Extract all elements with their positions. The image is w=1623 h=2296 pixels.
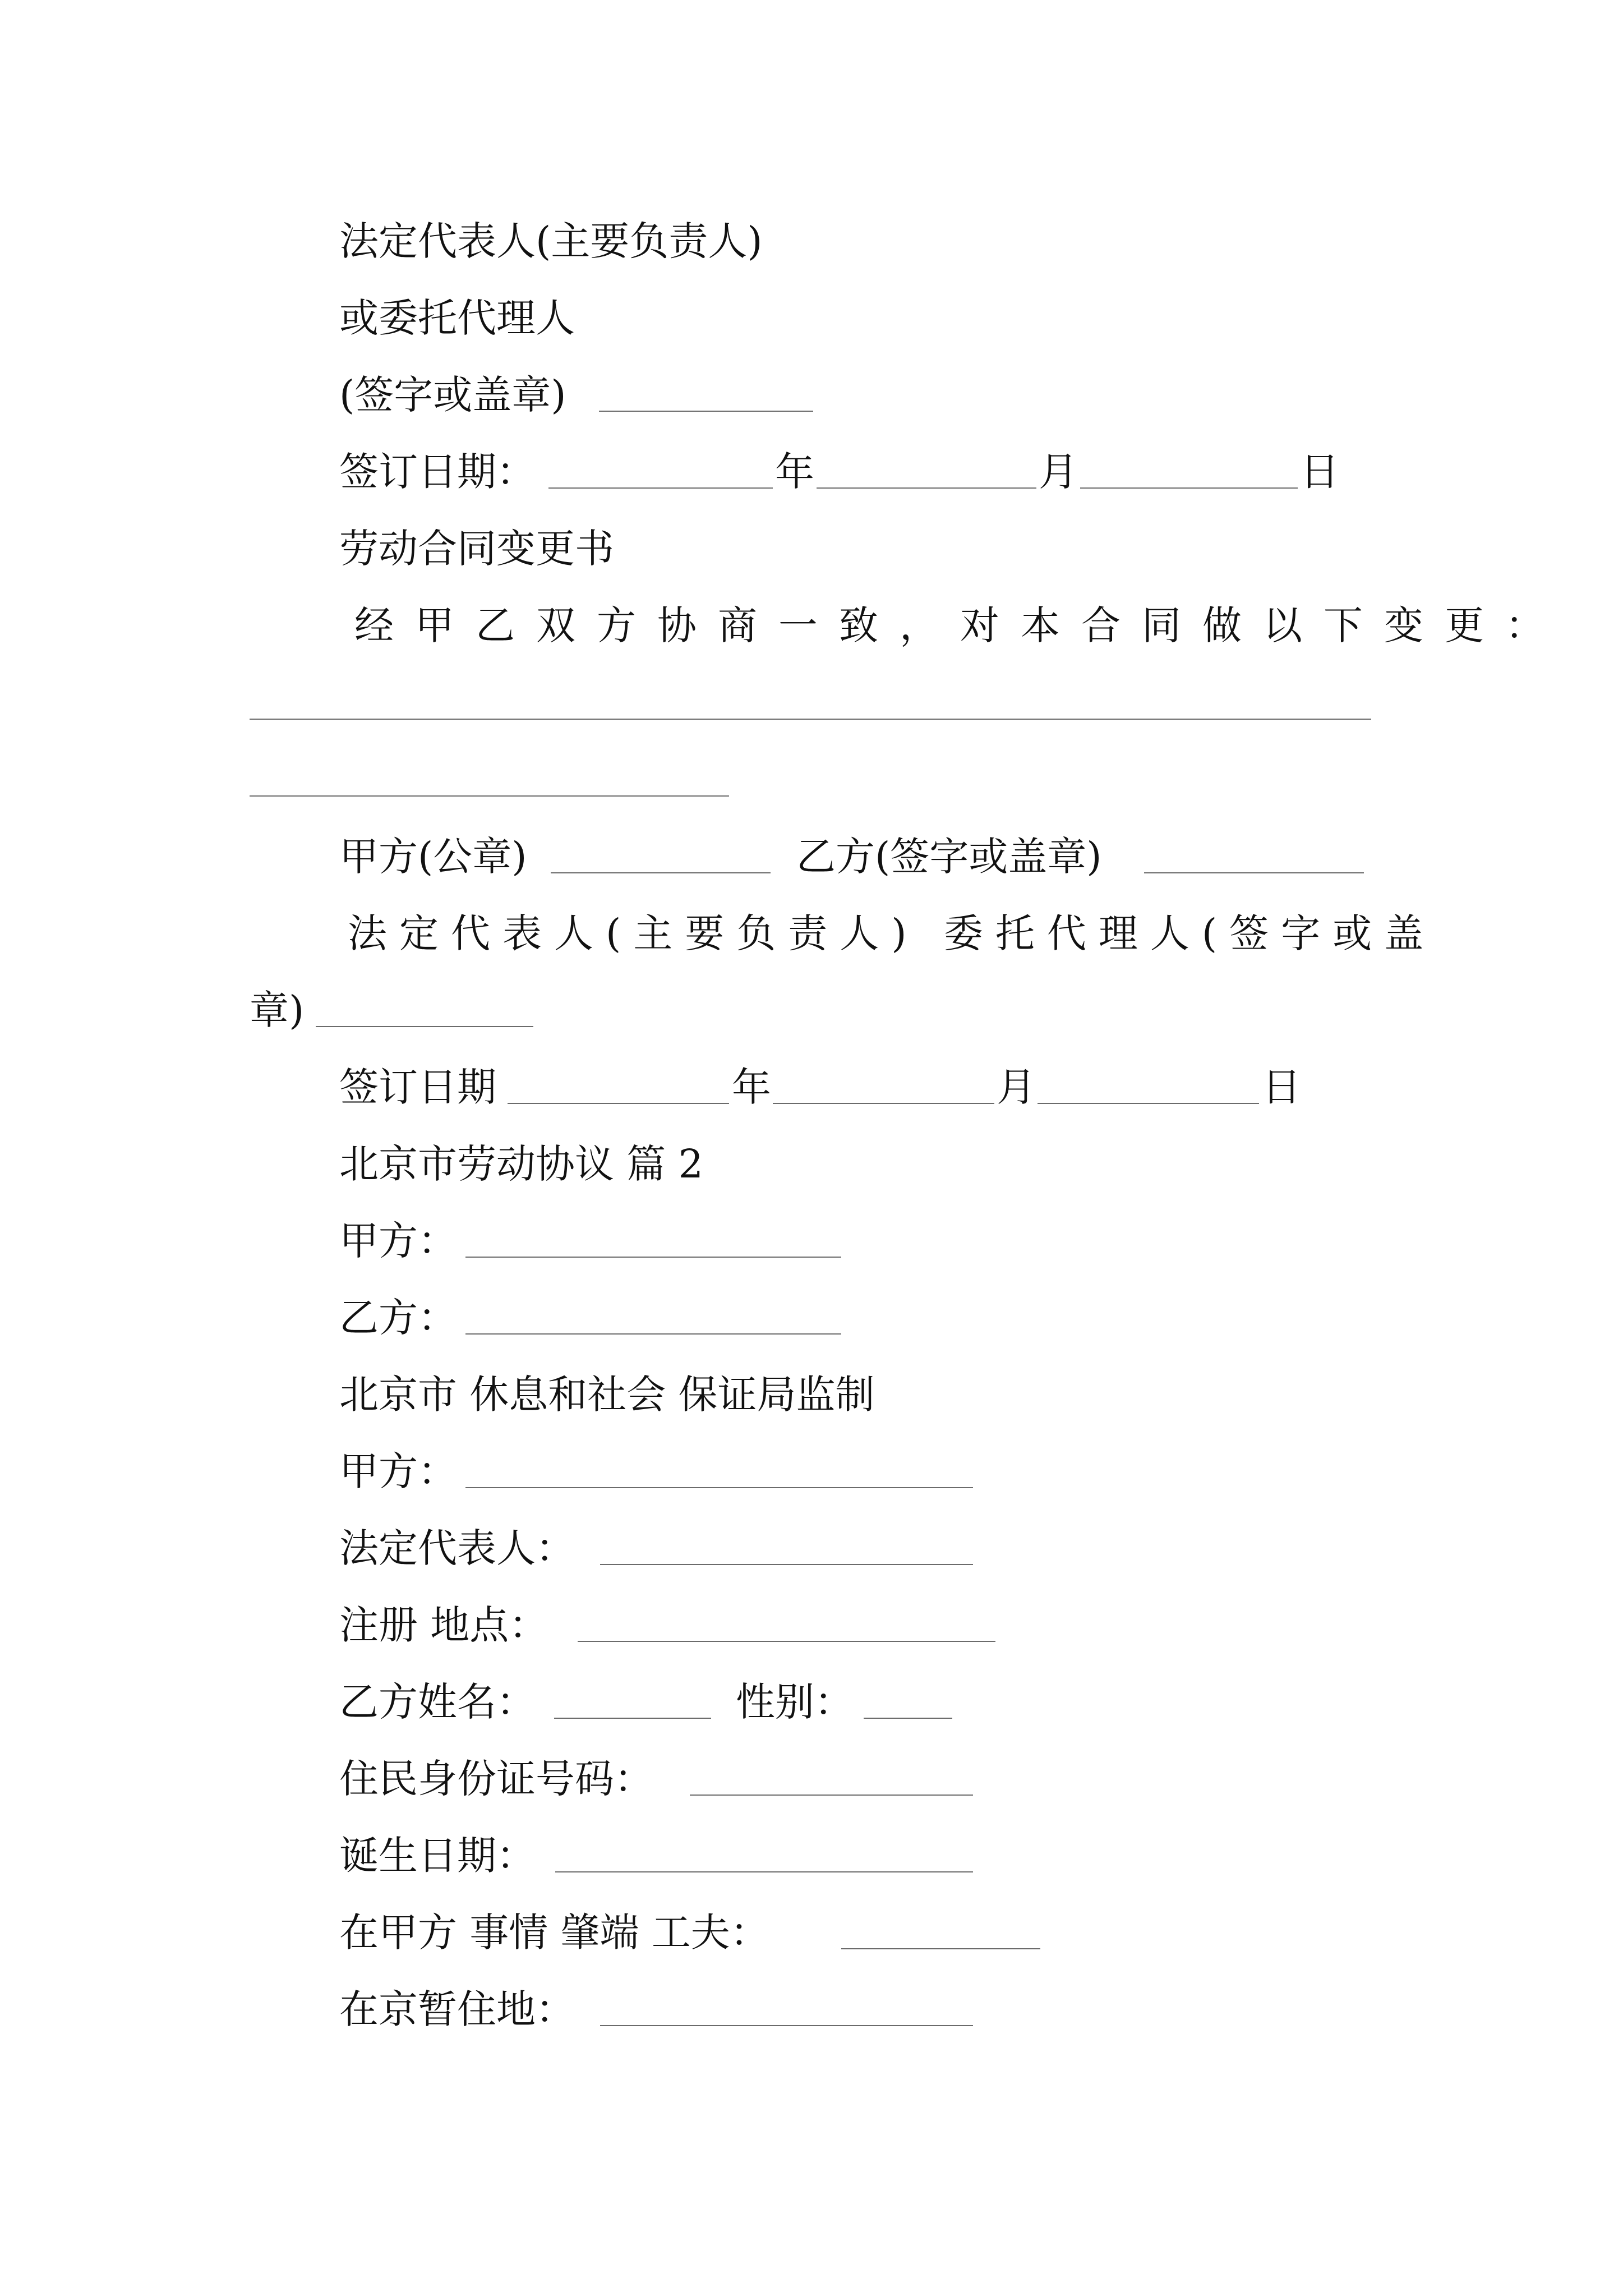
registered-address-line [0,1597,1623,1653]
legal-rep-line [0,1520,1623,1576]
month-label-2: 月 [997,1064,1036,1110]
legal-representative-line [0,213,1623,269]
temporary-residence-label: 在京暂住地： [339,1986,575,2032]
birth-date-label: 诞生日期： [339,1833,536,1879]
agreement-statement: 经甲乙双方协商一致，对本合同做以下变更： [354,602,1566,648]
year-blank[interactable] [548,487,773,489]
party-b-signature-blank[interactable] [1144,872,1364,873]
legal-rep-blank[interactable] [600,1564,973,1565]
birth-date-blank[interactable] [555,1871,973,1872]
party-a-blank[interactable] [465,1257,841,1258]
id-number-line [0,1751,1623,1807]
signature-blank[interactable] [599,411,813,412]
signature-label: (签字或盖章) [339,372,566,418]
day-blank[interactable] [1080,487,1298,489]
id-number-blank[interactable] [690,1795,973,1796]
id-number-label: 住民身份证号码： [339,1756,653,1802]
party-a-blank-2[interactable] [465,1487,973,1488]
month-label: 月 [1039,449,1078,495]
gender-blank[interactable] [864,1718,952,1719]
party-b-signature-label: 乙方(签字或盖章) [796,834,1102,880]
party-a-label: 甲方： [339,1218,457,1264]
seal-continuation-label: 章) [250,987,305,1033]
signing-date-label: 签订日期： [339,449,536,495]
supervision-line [0,1366,1623,1423]
start-work-time-blank[interactable] [841,1948,1040,1949]
day-label-2: 日 [1262,1064,1301,1110]
party-a-seal-label: 甲方(公章) [339,834,527,880]
parties-seal-line [0,829,1623,885]
section-heading-line [0,1136,1623,1192]
party-b-blank[interactable] [465,1333,841,1335]
party-b-line [0,1290,1623,1346]
birth-date-line [0,1828,1623,1884]
representative-agent-line [0,905,1623,961]
agreement-statement-line [0,597,1623,654]
day-label: 日 [1300,449,1339,495]
party-a-line-2 [0,1443,1623,1499]
registered-address-blank[interactable] [578,1641,995,1642]
seal-continuation-line [0,982,1623,1038]
supervision-label: 北京市 休息和社会 保证局监制 [339,1372,875,1418]
year-label: 年 [775,449,814,495]
year-blank-2[interactable] [508,1103,729,1104]
party-b-label: 乙方： [339,1295,457,1341]
year-label-2: 年 [732,1064,771,1110]
signing-date-line [0,444,1623,500]
month-blank[interactable] [817,487,1036,489]
party-a-label-2: 甲方： [339,1448,457,1494]
section-heading: 北京市劳动协议 篇 2 [339,1141,704,1187]
seal-continuation-blank[interactable] [316,1026,533,1027]
month-blank-2[interactable] [773,1103,994,1104]
authorized-agent-label: 或委托代理人 [339,295,575,341]
contract-change-title: 劳动合同变更书 [339,526,614,572]
party-a-seal-blank[interactable] [551,872,771,873]
change-content-blank-2[interactable] [250,795,729,797]
legal-representative-label: 法定代表人(主要负责人) [339,218,763,264]
registered-address-label: 注册 地点： [339,1602,548,1648]
party-b-name-gender-line [0,1674,1623,1730]
gender-label: 性别： [736,1679,854,1725]
temporary-residence-line [0,1981,1623,2037]
temporary-residence-blank[interactable] [600,2025,973,2026]
start-work-time-line [0,1904,1623,1961]
authorized-agent-line [0,290,1623,346]
signing-date-line-2 [0,1059,1623,1115]
signature-line [0,367,1623,423]
change-content-line-2 [0,752,1623,808]
change-content-line-1 [0,675,1623,731]
legal-rep-label: 法定代表人： [339,1525,575,1571]
start-work-time-label: 在甲方 事情 肇端 工夫： [339,1910,769,1955]
change-content-blank-1[interactable] [250,719,1371,720]
day-blank-2[interactable] [1038,1103,1259,1104]
contract-change-title-line [0,521,1623,577]
signing-date-label-2: 签订日期 [339,1064,496,1110]
party-b-name-blank[interactable] [554,1718,711,1719]
party-a-line [0,1213,1623,1269]
party-b-name-label: 乙方姓名： [339,1679,536,1725]
representative-agent-label: 法定代表人(主要负责人) 委托代理人(签字或盖 [348,910,1436,956]
